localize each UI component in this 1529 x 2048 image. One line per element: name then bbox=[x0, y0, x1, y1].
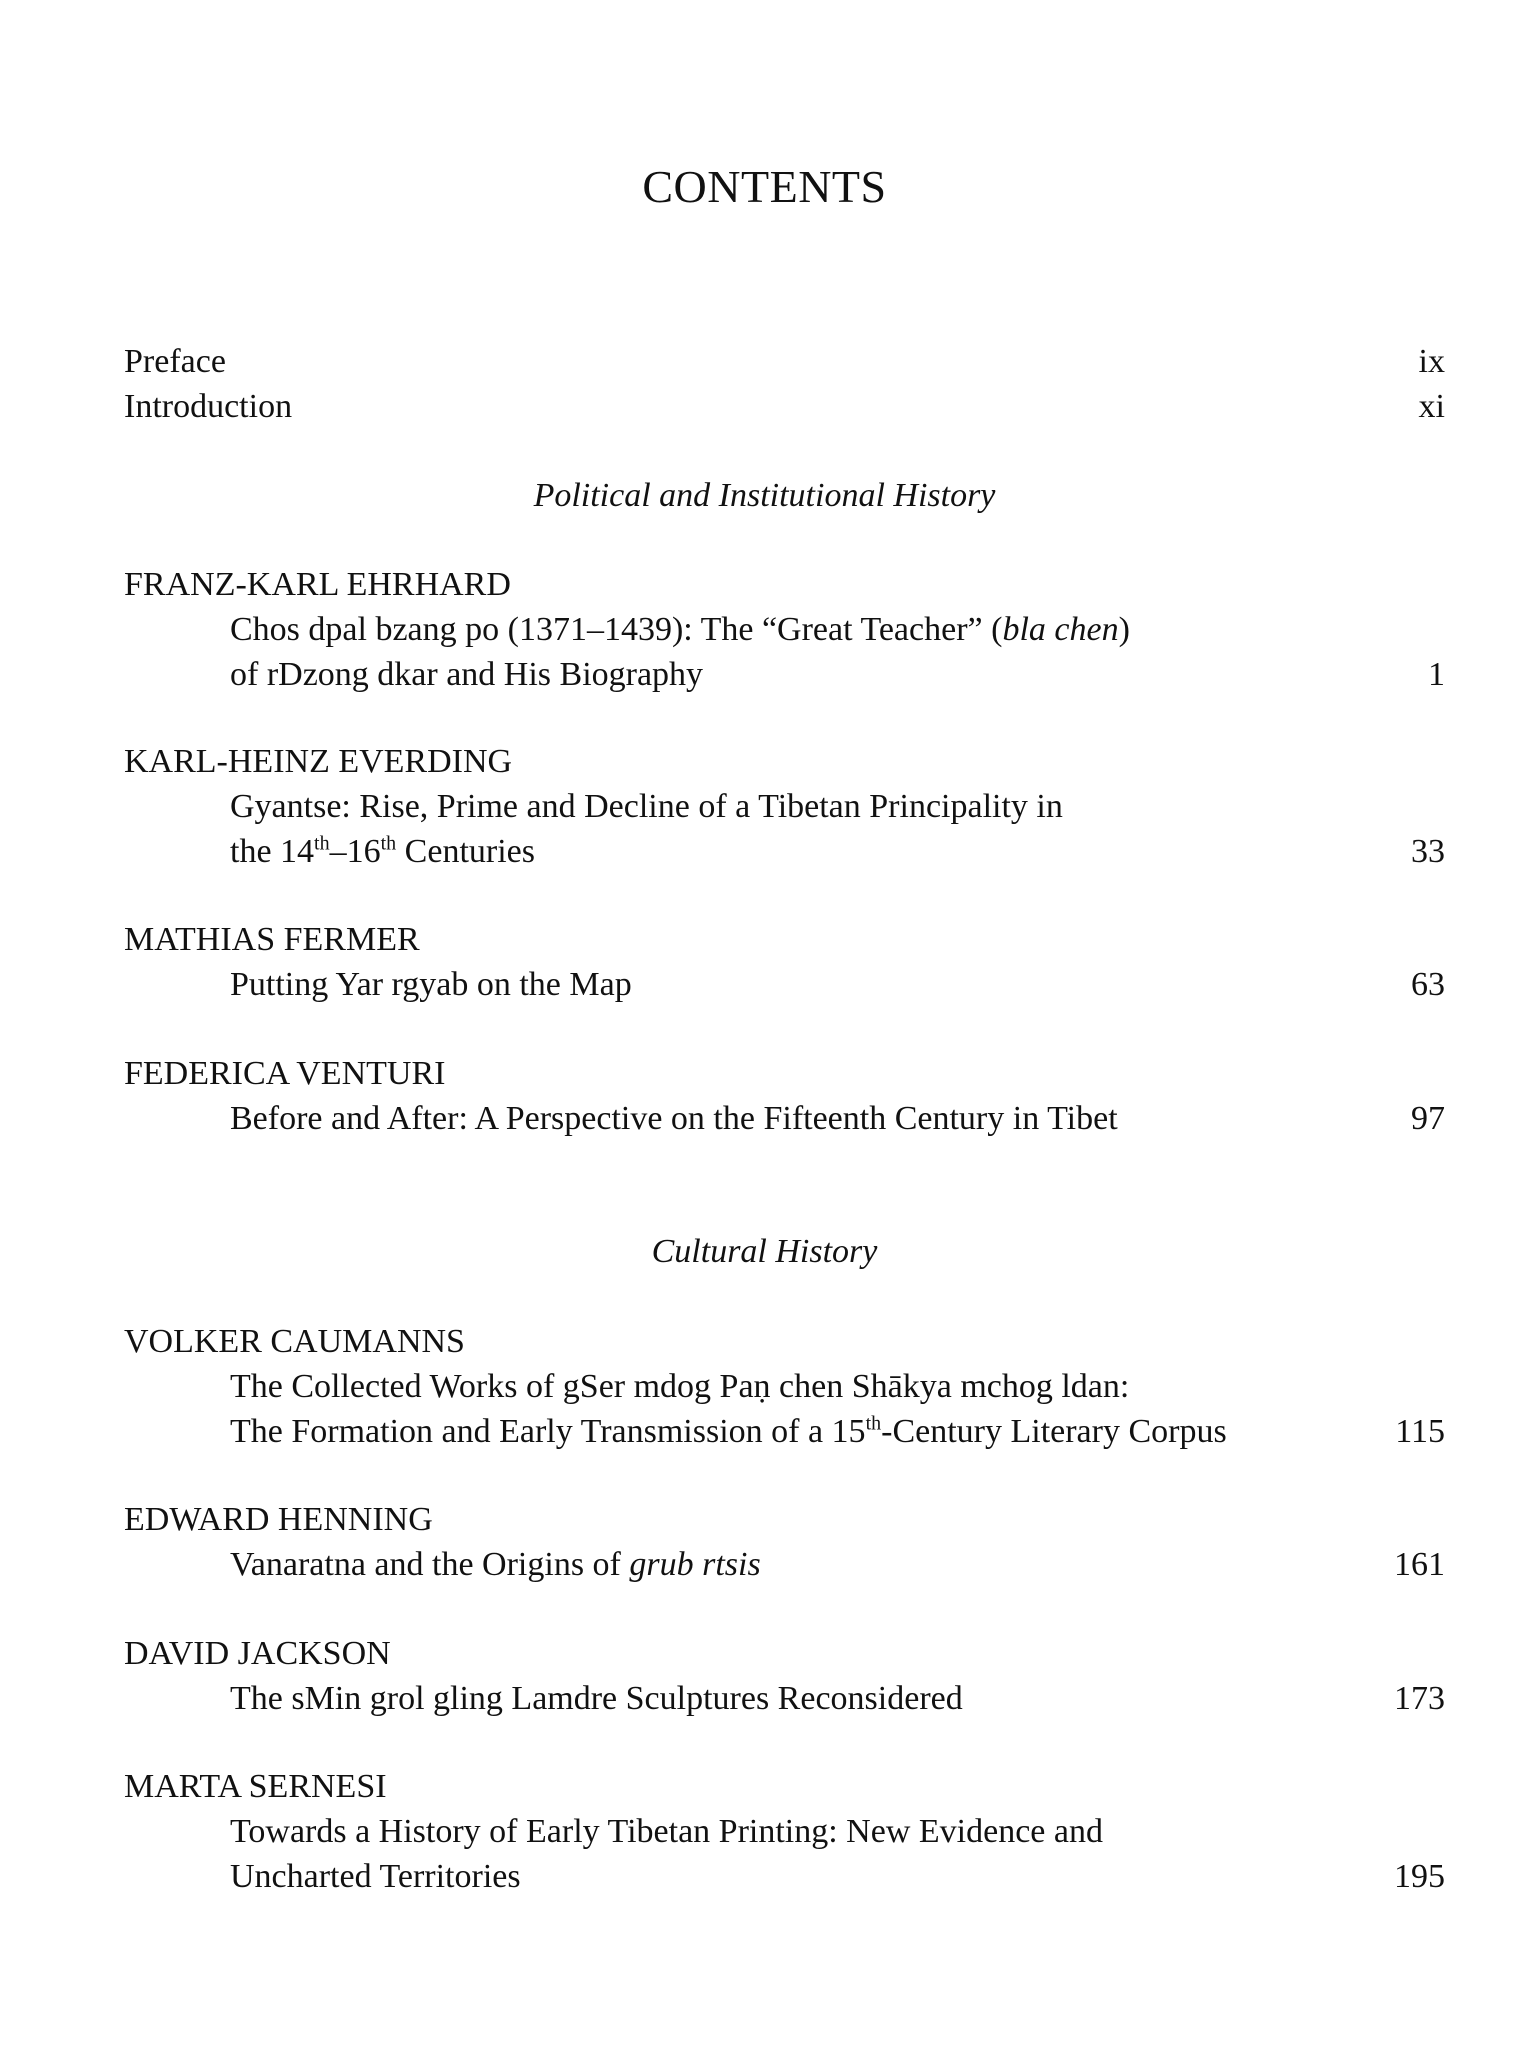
toc-author: VOLKER CAUMANNS bbox=[124, 1323, 465, 1360]
section-heading-political: Political and Institutional History bbox=[533, 477, 996, 514]
title-text: –16 bbox=[329, 833, 381, 870]
toc-entry-title-line: Before and After: A Perspective on the Fifteenth Century in Tibet bbox=[230, 1100, 1118, 1137]
title-text: ) bbox=[1118, 611, 1130, 648]
title-text: Centuries bbox=[396, 833, 535, 870]
toc-entry-page: 33 bbox=[1411, 833, 1445, 870]
front-matter-introduction-page: xi bbox=[1418, 388, 1445, 425]
toc-entry-title-line: of rDzong dkar and His Biography bbox=[230, 656, 704, 693]
title-text: Vanaratna and the Origins of bbox=[230, 1546, 630, 1583]
toc-author: EDWARD HENNING bbox=[124, 1501, 433, 1538]
front-matter-preface: Preface bbox=[124, 343, 226, 380]
toc-entry-page: 115 bbox=[1395, 1413, 1445, 1450]
title-italic-text: bla chen bbox=[1002, 611, 1119, 648]
toc-author: FEDERICA VENTURI bbox=[124, 1055, 446, 1092]
toc-entry-title-line bbox=[230, 1545, 761, 1585]
title-text: the 14 bbox=[230, 833, 315, 870]
toc-entry-page: 1 bbox=[1428, 656, 1445, 693]
toc-entry-title-line bbox=[230, 1412, 1227, 1452]
title-italic-text: grub rtsis bbox=[629, 1546, 761, 1583]
title-text: Chos dpal bzang po (1371–1439): The “Great Teacher” ( bbox=[230, 611, 1003, 648]
toc-entry-title-line: Uncharted Territories bbox=[230, 1858, 521, 1895]
toc-entry-title-line: Putting Yar rgyab on the Map bbox=[230, 966, 632, 1003]
toc-author: MATHIAS FERMER bbox=[124, 921, 420, 958]
superscript: th bbox=[314, 832, 330, 855]
section-heading-cultural: Cultural History bbox=[651, 1233, 878, 1270]
toc-entry-page: 97 bbox=[1411, 1100, 1445, 1137]
toc-entry-title-line bbox=[230, 610, 1130, 650]
superscript: th bbox=[865, 1412, 882, 1435]
title-text: -Century Literary Corpus bbox=[881, 1413, 1227, 1450]
superscript: th bbox=[380, 832, 397, 855]
front-matter-preface-page: ix bbox=[1418, 343, 1445, 380]
toc-entry-title-line: The Collected Works of gSer mdog Paṇ chen Shākya mchog ldan: bbox=[230, 1368, 1130, 1405]
toc-author: FRANZ-KARL EHRHARD bbox=[124, 566, 511, 603]
page-title: CONTENTS bbox=[642, 161, 887, 212]
toc-entry-page: 161 bbox=[1394, 1546, 1445, 1583]
toc-author: DAVID JACKSON bbox=[124, 1635, 391, 1672]
toc-entry-page: 173 bbox=[1394, 1680, 1445, 1717]
title-text: The Formation and Early Transmission of a 15 bbox=[230, 1413, 866, 1450]
toc-entry-title-line bbox=[230, 832, 535, 872]
toc-entry-title-line: Gyantse: Rise, Prime and Decline of a Tibetan Principality in bbox=[230, 788, 1063, 825]
toc-author: MARTA SERNESI bbox=[124, 1768, 387, 1805]
toc-entry-title-line: Towards a History of Early Tibetan Printing: New Evidence and bbox=[230, 1813, 1103, 1850]
toc-author: KARL-HEINZ EVERDING bbox=[124, 743, 513, 780]
toc-entry-page: 195 bbox=[1394, 1858, 1445, 1895]
front-matter-introduction: Introduction bbox=[124, 388, 293, 425]
toc-entry-page: 63 bbox=[1411, 966, 1445, 1003]
toc-entry-title-line: The sMin grol gling Lamdre Sculptures Reconsidered bbox=[230, 1680, 963, 1717]
